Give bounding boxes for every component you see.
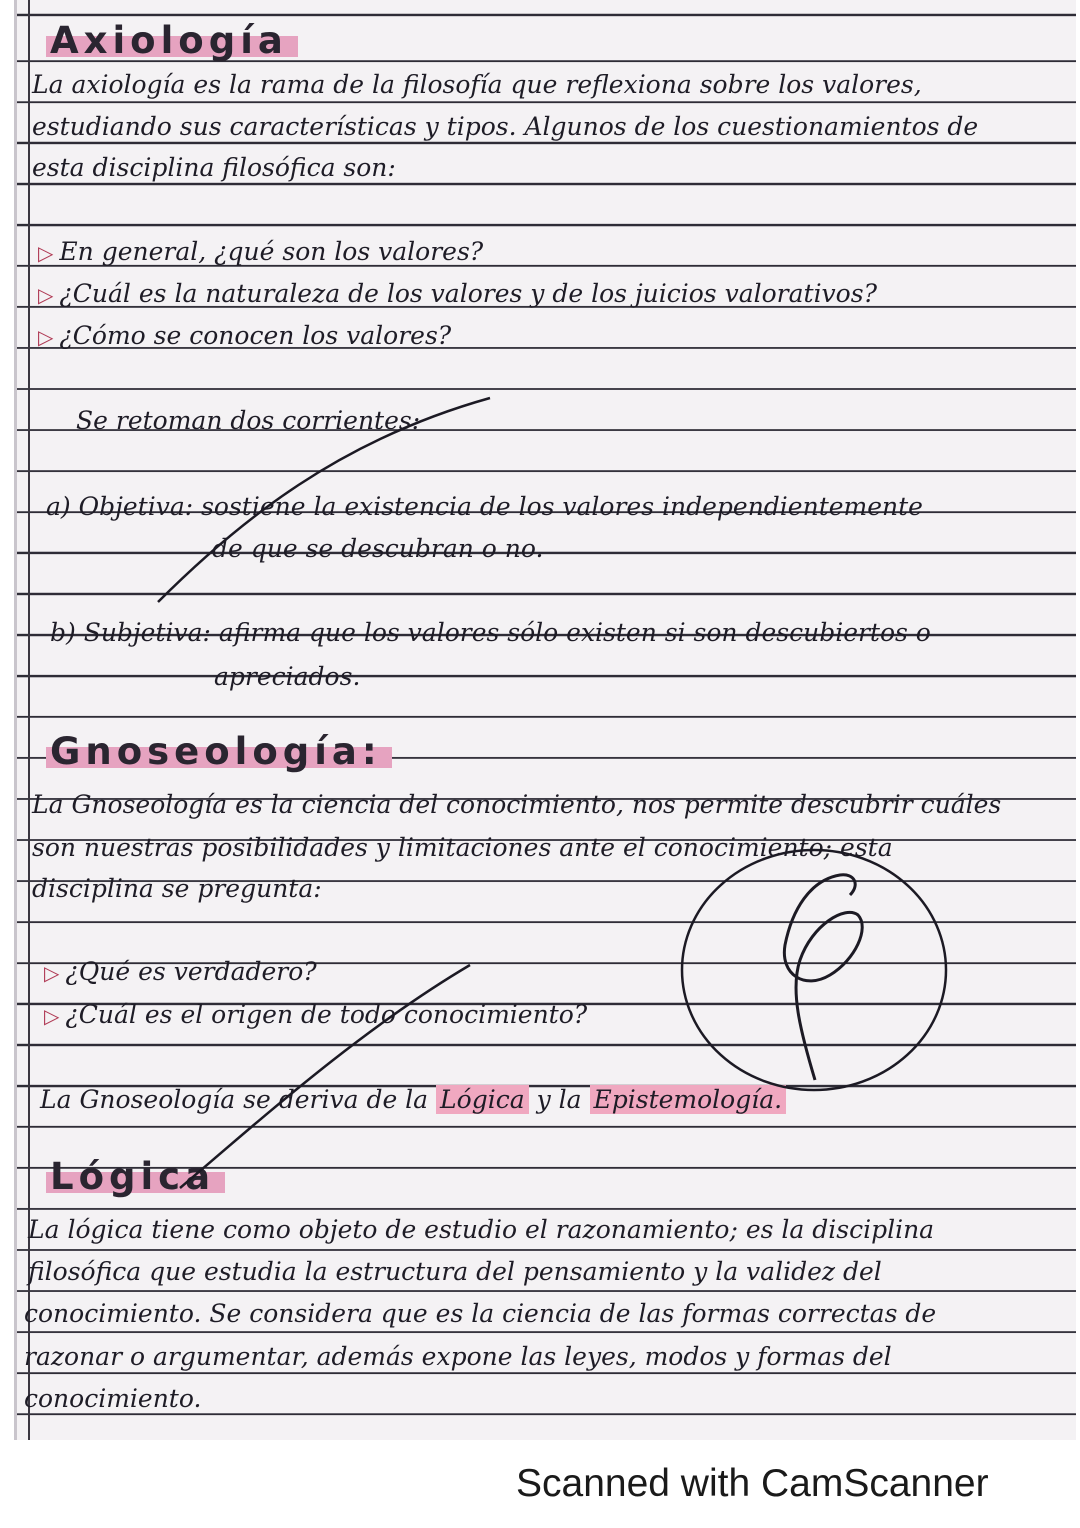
gnoseologia-line-1: La Gnoseología es la ciencia del conocimiento, nos permite descubrir cuáles — [32, 790, 1002, 819]
current-b-line-2: apreciados. — [214, 662, 361, 691]
axiologia-question-3: ▷ ¿Cómo se conocen los valores? — [38, 321, 452, 350]
logica-line-5: conocimiento. — [24, 1384, 202, 1413]
logica-line-2: filosófica que estudia la estructura del pensamiento y la validez del — [28, 1257, 882, 1286]
heading-axiologia: Axiología — [46, 22, 298, 59]
signature-scribble — [784, 875, 862, 1080]
logica-line-1: La lógica tiene como objeto de estudio el razonamiento; es la disciplina — [28, 1215, 935, 1244]
scanner-watermark: Scanned with CamScanner — [516, 1462, 989, 1505]
axiologia-line-1: La axiología es la rama de la filosofía que reflexiona sobre los valores, — [32, 70, 922, 99]
highlight-logica: Lógica — [436, 1085, 529, 1114]
current-a-line-1: a) Objetiva: sostiene la existencia de los valores independientemente — [46, 492, 923, 521]
axiologia-line-2: estudiando sus características y tipos. Algunos de los cuestionamientos de — [32, 112, 979, 141]
currents-intro: Se retoman dos corrientes: — [76, 406, 421, 435]
triangle-bullet-icon: ▷ — [38, 325, 54, 349]
gnoseologia-derives: La Gnoseología se deriva de la Lógica y la Epistemología. — [40, 1087, 786, 1112]
heading-logica: Lógica — [46, 1158, 225, 1195]
logica-line-4: razonar o argumentar, además expone las leyes, modos y formas del — [24, 1342, 892, 1371]
triangle-bullet-icon: ▷ — [38, 241, 54, 265]
gnoseologia-line-3: disciplina se pregunta: — [32, 874, 322, 903]
logica-line-3: conocimiento. Se considera que es la ciencia de las formas correctas de — [24, 1299, 937, 1328]
triangle-bullet-icon: ▷ — [38, 283, 54, 307]
triangle-bullet-icon: ▷ — [44, 1004, 60, 1028]
heading-gnoseologia: Gnoseología: — [46, 733, 392, 770]
current-b-line-1: b) Subjetiva: afirma que los valores sólo existen si son descubiertos o — [50, 618, 931, 647]
gnoseologia-question-1: ▷ ¿Qué es verdadero? — [44, 957, 317, 986]
triangle-bullet-icon: ▷ — [44, 961, 60, 985]
gnoseologia-question-2: ▷ ¿Cuál es el origen de todo conocimiento? — [44, 1000, 588, 1029]
highlight-epistemologia: Epistemología. — [590, 1085, 787, 1114]
axiologia-question-2: ▷ ¿Cuál es la naturaleza de los valores y de los juicios valorativos? — [38, 279, 877, 308]
current-a-line-2: de que se descubran o no. — [212, 534, 544, 563]
diagonal-stroke-bottom — [180, 965, 470, 1188]
axiologia-question-1: ▷ En general, ¿qué son los valores? — [38, 237, 484, 266]
diagonal-stroke-top — [158, 398, 490, 602]
gnoseologia-line-2: son nuestras posibilidades y limitaciones ante el conocimiento; esta — [32, 833, 893, 862]
axiologia-line-3: esta disciplina filosófica son: — [32, 153, 396, 182]
